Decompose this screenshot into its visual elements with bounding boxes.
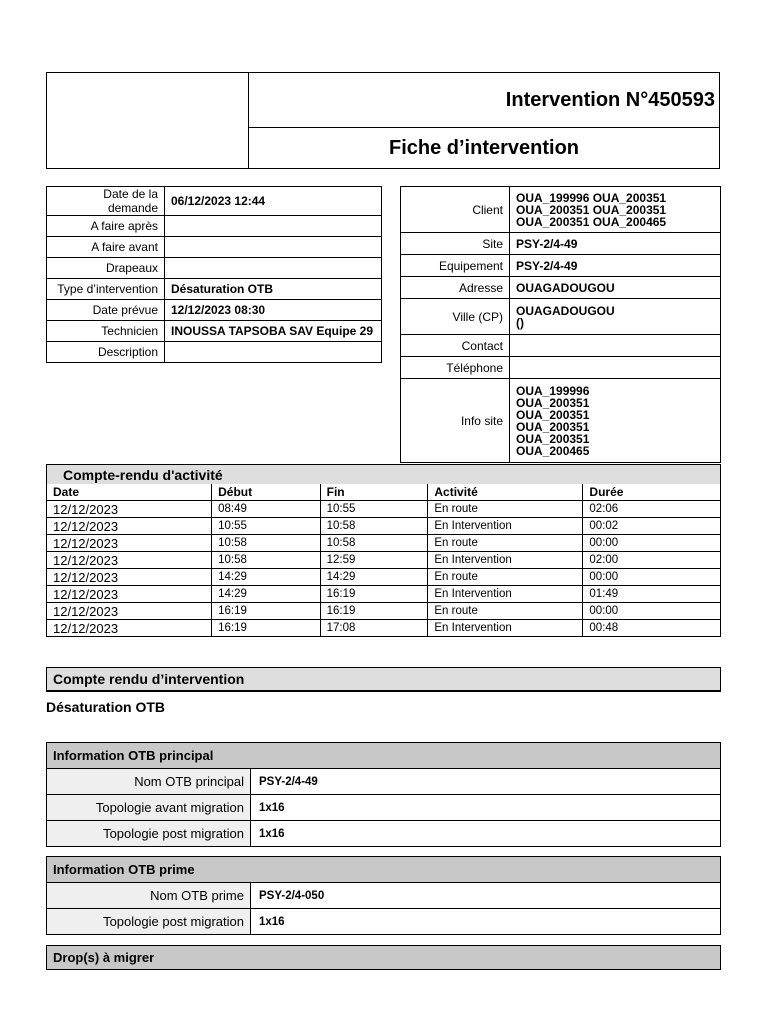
otb-title: Information OTB principal bbox=[47, 743, 721, 769]
client-value-line: OUA_199996 bbox=[516, 383, 590, 398]
client-value-line: OUA_200351 OUA_200351 bbox=[516, 202, 667, 217]
activity-row bbox=[47, 518, 721, 535]
otb-value: PSY-2/4-050 bbox=[251, 883, 721, 909]
request-label: A faire après bbox=[47, 216, 165, 237]
activity-cell: 00:00 bbox=[583, 569, 721, 586]
client-value-line: OUA_200351 OUA_200465 bbox=[516, 214, 667, 229]
request-row bbox=[47, 258, 382, 279]
activity-cell: En Intervention bbox=[428, 552, 583, 569]
client-value bbox=[510, 335, 721, 357]
client-value-line: OUA_200465 bbox=[516, 443, 590, 458]
client-value-line: PSY-2/4-49 bbox=[516, 258, 578, 273]
activity-cell: 02:00 bbox=[583, 552, 721, 569]
activity-cell: 17:08 bbox=[320, 620, 428, 637]
request-row bbox=[47, 187, 382, 216]
form-title: Fiche d’intervention bbox=[388, 137, 580, 159]
otb-label: Nom OTB prime bbox=[47, 883, 251, 909]
activity-cell: 12/12/2023 bbox=[47, 518, 212, 535]
client-value-line: OUAGADOUGOU bbox=[516, 280, 615, 295]
request-value bbox=[165, 216, 382, 237]
request-row bbox=[47, 321, 382, 342]
activity-cell: 16:19 bbox=[320, 603, 428, 620]
activity-cell: 00:48 bbox=[583, 620, 721, 637]
activity-cell: 01:49 bbox=[583, 586, 721, 603]
client-label: Adresse bbox=[401, 277, 510, 299]
activity-cell: 10:58 bbox=[212, 552, 321, 569]
activity-row bbox=[47, 552, 721, 569]
client-label: Ville (CP) bbox=[401, 299, 510, 335]
activity-cell: 12/12/2023 bbox=[47, 620, 212, 637]
activity-cell: 00:00 bbox=[583, 535, 721, 552]
report-title: Compte rendu d’intervention bbox=[46, 667, 721, 692]
activity-cell: En Intervention bbox=[428, 518, 583, 535]
client-value-line: () bbox=[516, 315, 524, 330]
otb-header-row bbox=[47, 743, 721, 769]
request-label: Description bbox=[47, 342, 165, 363]
activity-cell: 12/12/2023 bbox=[47, 586, 212, 603]
request-row bbox=[47, 216, 382, 237]
client-value bbox=[510, 299, 721, 335]
activity-cell: 12/12/2023 bbox=[47, 569, 212, 586]
activity-cell: 12/12/2023 bbox=[47, 535, 212, 552]
otb-label: Topologie post migration bbox=[47, 821, 251, 847]
request-value bbox=[165, 237, 382, 258]
client-row bbox=[401, 187, 721, 233]
otb-row bbox=[47, 909, 721, 935]
request-value: 12/12/2023 08:30 bbox=[165, 300, 382, 321]
request-value bbox=[165, 342, 382, 363]
otb-row bbox=[47, 795, 721, 821]
activity-cell: 14:29 bbox=[212, 569, 321, 586]
request-row bbox=[47, 300, 382, 321]
request-label: A faire avant bbox=[47, 237, 165, 258]
document-header bbox=[46, 72, 720, 169]
activity-cell: 10:58 bbox=[320, 518, 428, 535]
client-row bbox=[401, 357, 721, 379]
client-row bbox=[401, 379, 721, 463]
activity-cell: 14:29 bbox=[212, 586, 321, 603]
activity-cell: 12/12/2023 bbox=[47, 552, 212, 569]
activity-cell: 12/12/2023 bbox=[47, 603, 212, 620]
activity-section bbox=[46, 464, 721, 637]
request-value: 06/12/2023 12:44 bbox=[165, 187, 382, 216]
otb-title: Information OTB prime bbox=[47, 857, 721, 883]
activity-cell: 16:19 bbox=[320, 586, 428, 603]
otb-value: 1x16 bbox=[251, 795, 721, 821]
report-subtitle: Désaturation OTB bbox=[46, 699, 166, 715]
request-value: Désaturation OTB bbox=[165, 279, 382, 300]
activity-cell: En route bbox=[428, 569, 583, 586]
activity-cell: 00:02 bbox=[583, 518, 721, 535]
request-label: Type d’intervention bbox=[47, 279, 165, 300]
activity-cell: En route bbox=[428, 603, 583, 620]
client-table bbox=[400, 186, 721, 463]
client-value-line: OUA_200351 bbox=[516, 395, 590, 410]
client-row bbox=[401, 277, 721, 299]
client-value-line: OUAGADOUGOU bbox=[516, 303, 615, 318]
activity-cell: 12/12/2023 bbox=[47, 501, 212, 518]
client-label: Téléphone bbox=[401, 357, 510, 379]
activity-column-header: Date bbox=[47, 484, 212, 501]
client-value bbox=[510, 187, 721, 233]
client-label: Contact bbox=[401, 335, 510, 357]
activity-cell: 14:29 bbox=[320, 569, 428, 586]
activity-cell: 08:49 bbox=[212, 501, 321, 518]
client-value-line: PSY-2/4-49 bbox=[516, 236, 578, 251]
client-value-line: OUA_200351 bbox=[516, 431, 590, 446]
otb-row bbox=[47, 769, 721, 795]
otb-label: Nom OTB principal bbox=[47, 769, 251, 795]
activity-cell: En Intervention bbox=[428, 586, 583, 603]
otb-label: Topologie avant migration bbox=[47, 795, 251, 821]
client-value bbox=[510, 233, 721, 255]
activity-cell: 16:19 bbox=[212, 620, 321, 637]
request-row bbox=[47, 342, 382, 363]
activity-table bbox=[46, 484, 721, 637]
drops-title: Drop(s) à migrer bbox=[46, 945, 721, 970]
request-label: Technicien bbox=[47, 321, 165, 342]
request-label: Date de la demande bbox=[47, 187, 165, 216]
activity-cell: 00:00 bbox=[583, 603, 721, 620]
activity-row bbox=[47, 620, 721, 637]
activity-row bbox=[47, 603, 721, 620]
client-label: Equipement bbox=[401, 255, 510, 277]
client-row bbox=[401, 299, 721, 335]
activity-column-header: Fin bbox=[320, 484, 428, 501]
activity-cell: En route bbox=[428, 501, 583, 518]
request-label: Drapeaux bbox=[47, 258, 165, 279]
activity-row bbox=[47, 569, 721, 586]
intervention-number: Intervention N°450593 bbox=[249, 73, 719, 128]
activity-cell: 16:19 bbox=[212, 603, 321, 620]
activity-cell: 12:59 bbox=[320, 552, 428, 569]
request-value bbox=[165, 258, 382, 279]
activity-cell: 10:58 bbox=[320, 535, 428, 552]
activity-cell: 10:58 bbox=[212, 535, 321, 552]
logo-area bbox=[47, 73, 249, 168]
otb-header-row bbox=[47, 857, 721, 883]
client-label: Client bbox=[401, 187, 510, 233]
activity-cell: En route bbox=[428, 535, 583, 552]
client-label: Info site bbox=[401, 379, 510, 463]
client-row bbox=[401, 335, 721, 357]
client-value bbox=[510, 357, 721, 379]
client-row bbox=[401, 233, 721, 255]
otb-row bbox=[47, 821, 721, 847]
activity-cell: En Intervention bbox=[428, 620, 583, 637]
otb-principal-table bbox=[46, 742, 721, 847]
activity-cell: 10:55 bbox=[212, 518, 321, 535]
activity-cell: 10:55 bbox=[320, 501, 428, 518]
activity-title: Compte-rendu d'activité bbox=[46, 464, 721, 484]
activity-column-header: Activité bbox=[428, 484, 583, 501]
request-row bbox=[47, 279, 382, 300]
activity-row bbox=[47, 535, 721, 552]
client-value-line: OUA_200351 bbox=[516, 419, 590, 434]
activity-column-header: Durée bbox=[583, 484, 721, 501]
otb-value: PSY-2/4-49 bbox=[251, 769, 721, 795]
otb-row bbox=[47, 883, 721, 909]
otb-value: 1x16 bbox=[251, 909, 721, 935]
activity-row bbox=[47, 501, 721, 518]
client-value bbox=[510, 277, 721, 299]
otb-prime-table bbox=[46, 856, 721, 935]
activity-row bbox=[47, 586, 721, 603]
otb-label: Topologie post migration bbox=[47, 909, 251, 935]
request-value: INOUSSA TAPSOBA SAV Equipe 29 bbox=[165, 321, 382, 342]
activity-cell: 02:06 bbox=[583, 501, 721, 518]
request-table bbox=[46, 186, 382, 363]
otb-value: 1x16 bbox=[251, 821, 721, 847]
client-row bbox=[401, 255, 721, 277]
client-value-line: OUA_199996 OUA_200351 bbox=[516, 190, 667, 205]
client-label: Site bbox=[401, 233, 510, 255]
client-value bbox=[510, 255, 721, 277]
request-label: Date prévue bbox=[47, 300, 165, 321]
client-value-line: OUA_200351 bbox=[516, 407, 590, 422]
activity-column-header: Début bbox=[212, 484, 321, 501]
client-value bbox=[510, 379, 721, 463]
request-row bbox=[47, 237, 382, 258]
